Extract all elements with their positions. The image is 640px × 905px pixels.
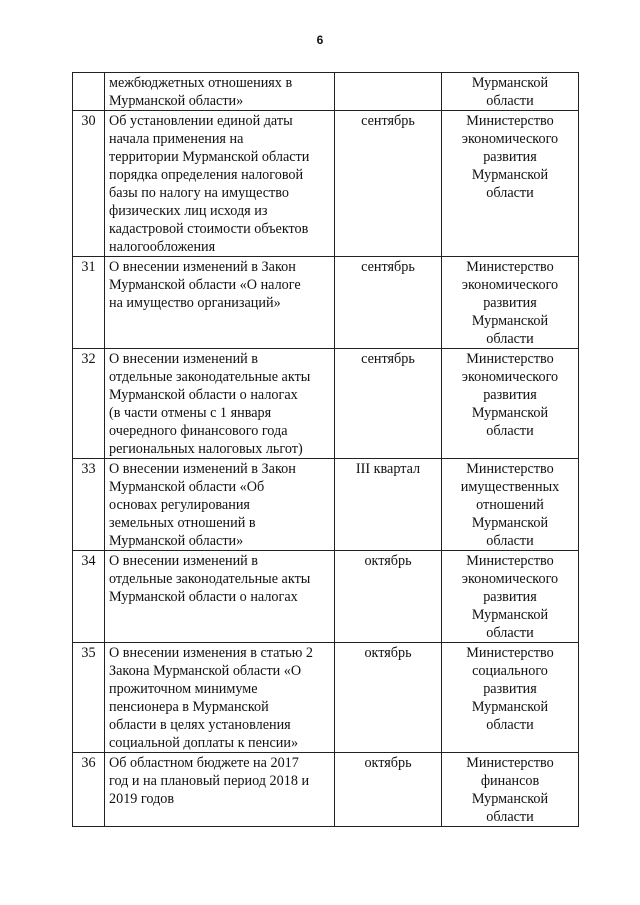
bill-title: Об установлении единой даты начала применения на территории Мурманской области порядка определения налоговой базы по налогу на имущество физических лиц исходя из кадастровой стоимости объектов налогообложения [105,111,335,257]
responsible-body: Мурманской области [442,73,579,111]
responsible-body: Министерство социального развития Мурманской области [442,643,579,753]
deadline: III квартал [335,459,442,551]
bill-title: межбюджетных отношениях в Мурманской области» [105,73,335,111]
table-row [73,753,579,827]
table-row [73,551,579,643]
bill-title: О внесении изменения в статью 2 Закона Мурманской области «О прожиточном минимуме пенсионера в Мурманской области в целях установления социальной доплаты к пенсии» [105,643,335,753]
row-number [73,73,105,111]
table-row [73,459,579,551]
responsible-body: Министерство финансов Мурманской области [442,753,579,827]
deadline: октябрь [335,643,442,753]
row-number: 32 [73,349,105,459]
legislation-plan-table [72,72,579,827]
deadline: сентябрь [335,349,442,459]
table-row [73,111,579,257]
bill-title: Об областном бюджете на 2017 год и на плановый период 2018 и 2019 годов [105,753,335,827]
row-number: 34 [73,551,105,643]
row-number: 33 [73,459,105,551]
bill-title: О внесении изменений в Закон Мурманской области «Об основах регулирования земельных отношений в Мурманской области» [105,459,335,551]
row-number: 35 [73,643,105,753]
responsible-body: Министерство экономического развития Мурманской области [442,111,579,257]
table-row [73,643,579,753]
responsible-body: Министерство имущественных отношений Мурманской области [442,459,579,551]
table-row [73,73,579,111]
bill-title: О внесении изменений в отдельные законодательные акты Мурманской области о налогах [105,551,335,643]
responsible-body: Министерство экономического развития Мурманской области [442,257,579,349]
table-row [73,257,579,349]
deadline [335,73,442,111]
row-number: 36 [73,753,105,827]
row-number: 31 [73,257,105,349]
deadline: октябрь [335,753,442,827]
table-row [73,349,579,459]
row-number: 30 [73,111,105,257]
bill-title: О внесении изменений в отдельные законодательные акты Мурманской области о налогах (в части отмены с 1 января очередного финансового года региональных налоговых льгот) [105,349,335,459]
deadline: сентябрь [335,257,442,349]
responsible-body: Министерство экономического развития Мурманской области [442,349,579,459]
responsible-body: Министерство экономического развития Мурманской области [442,551,579,643]
page-number: 6 [316,33,324,47]
deadline: сентябрь [335,111,442,257]
deadline: октябрь [335,551,442,643]
bill-title: О внесении изменений в Закон Мурманской области «О налоге на имущество организаций» [105,257,335,349]
